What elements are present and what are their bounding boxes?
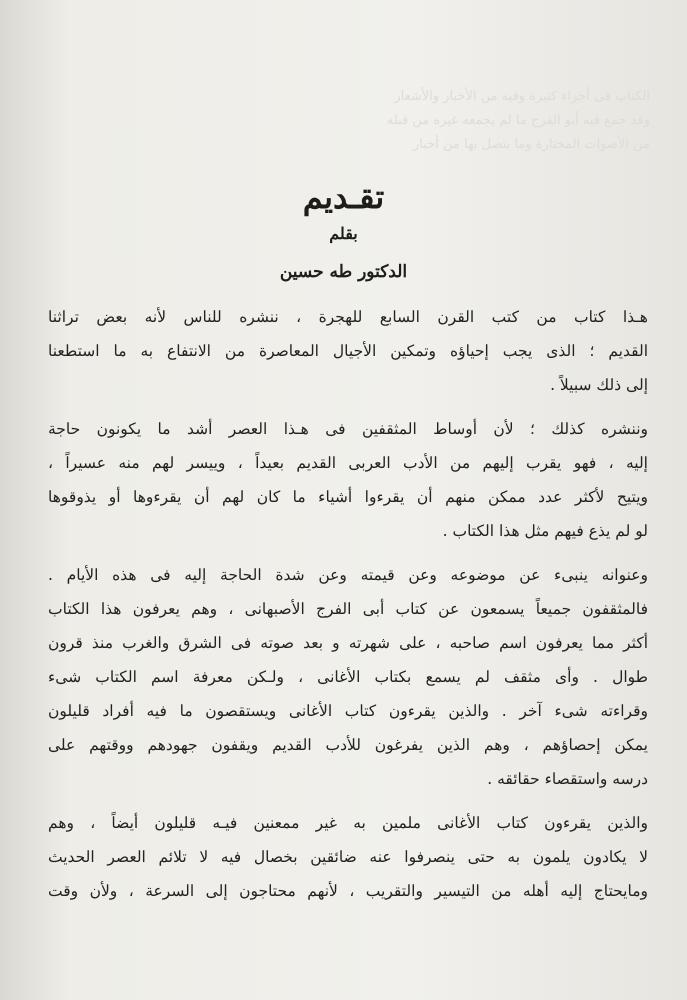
body-text [48,300,648,908]
paragraph-2 [48,412,648,548]
text-line: القديم ؛ الذى يجب إحياؤه وتمكين الأجيال المعاصرة من الانتفاع به ما استطعنا [48,342,648,360]
text-line: إليه ، فهو يقرب إليهم من الأدب العربى القديم بعيداً ، وييسر لهم منه عسيراً ، [48,454,648,472]
byline: بقلم [329,224,358,243]
bleed-through-line: الكتاب فى أجزاء كثيرة وفيه من الأخبار والأشعار [394,89,650,104]
text-line: وعنوانه ينبىء عن موضوعه وعن قيمته وعن شدة الحاجة إليه فى هذه الأيام . [48,566,648,584]
text-line: وننشره كذلك ؛ لأن أوساط المثقفين فى هـذا العصر أشد ما يكونون حاجة [48,420,648,438]
page-title: تقـديم [302,178,385,216]
text-line: وقراءته شىء آخر . والذين يقرءون كتاب الأغانى ويستقصون ما فيه أفراد قليلون [48,702,648,720]
bleed-through-text [90,85,650,157]
paragraph-1 [48,300,648,402]
paragraph-4 [48,806,648,908]
text-line: درسه واستقصاء حقائقه . [487,770,648,788]
text-line: أكثر مما يعرفون اسم صاحبه ، على شهرته و بعد صوته فى الشرق والغرب منذ قرون [48,634,648,652]
text-line: يمكن إحصاؤهم ، وهم الذين يفرغون للأدب القديم ويقفون جهودهم ووقتهم على [48,736,648,754]
paragraph-3 [48,558,648,796]
text-line: ويتيح لأكثر عدد ممكن منهم أن يقرءوا أشياء ما كان لهم أن يقرءوها أو يذوقوها [48,488,648,506]
text-line: لا يكادون يلمون به حتى ينصرفوا عنه ضائقين بخصال فيه لا تلائم العصر الحديث [48,848,648,866]
text-line: طوال . وأى مثقف لم يسمع بكتاب الأغانى ، ولـكن معرفة اسم الكتاب شىء [48,668,648,686]
text-line: والذين يقرءون كتاب الأغانى ملمين به غير ممعنين فيـه قليلون أيضاً ، وهم [48,814,648,832]
text-line: هـذا كتاب من كتب القرن السابع للهجرة ، ننشره للناس لأنه بعض تراثنا [48,308,648,326]
text-line: ومايحتاج إليه أهله من التيسير والتقريب ، لأنهم محتاجون إلى السرعة ، ولأن وقت [48,882,648,900]
author-name: الدكتور طه حسين [279,262,408,282]
bleed-through-line: من الأصوات المختارة وما يتصل بها من أخبار [413,137,650,152]
bleed-through-line: وقد جمع فيه أبو الفرج ما لم يجمعه غيره من قبله [386,113,650,128]
text-line: فالمثقفون جميعاً يسمعون عن كتاب أبى الفرج الأصبهانى ، وهم يعرفون هذا الكتاب [48,600,648,618]
text-line: إلى ذلك سبيلاً . [550,376,648,394]
text-line: لو لم يذع فيهم مثل هذا الكتاب . [442,522,648,540]
